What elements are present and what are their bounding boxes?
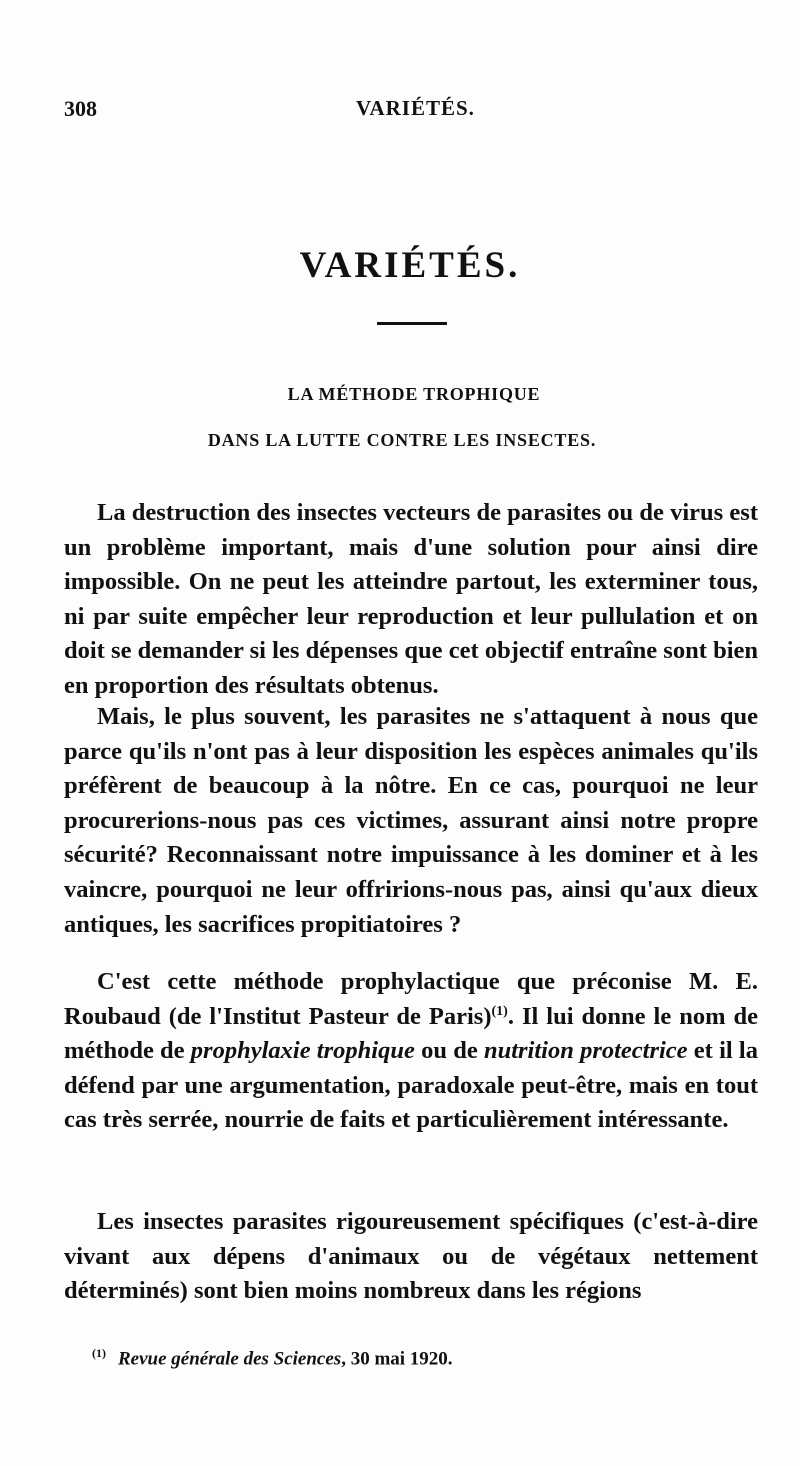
footnote-reference: (1)	[491, 1003, 508, 1019]
paragraph-3-text-b: . Il lui donne le nom de méthode de	[64, 1002, 758, 1065]
paragraph-3	[64, 965, 758, 1138]
paragraph-4: Les insectes parasites rigoureusement spécifiques (c'est-à-dire vivant aux dépens d'animaux ou de végétaux nettement déterminés) sont bien moins nombreux dans les régions	[64, 1208, 758, 1305]
footnote-journal: Revue générale des Sciences	[118, 1348, 342, 1370]
paragraph-3-text-c: ou de	[414, 1037, 484, 1065]
paragraph-2: Mais, le plus souvent, les parasites ne s'attaquent à nous que parce qu'ils n'ont pas à leur disposition les espèces animales qu'ils préfèrent de beaucoup à la nôtre. En ce cas, pourquoi ne leur procurerions-nous pas ces victimes, assurant ainsi notre propre sécurité? Reconnaissant notre impuissance à les dominer et à les vaincre, pourquoi ne leur offririons-nous pas, ainsi qu'aux dieux antiques, les sacrifices propitiatoires ?	[64, 703, 758, 938]
article-title-line-1: LA MÉTHODE TROPHIQUE	[287, 384, 541, 404]
title-rule	[377, 322, 447, 325]
running-head	[38, 96, 768, 126]
footnote	[92, 1346, 453, 1370]
term-prophylaxie-trophique: prophylaxie trophique	[190, 1037, 415, 1065]
term-nutrition-protectrice: nutrition protectrice	[483, 1037, 688, 1065]
page-number: 308	[64, 96, 97, 121]
section-title: VARIÉTÉS.	[299, 245, 521, 286]
running-head-title: VARIÉTÉS.	[356, 96, 475, 120]
article-title-line-2: DANS LA LUTTE CONTRE LES INSECTES.	[207, 430, 597, 450]
paragraph-3-text-a: C'est cette méthode prophylactique que préconise M. E. Roubaud (de l'Institut Pasteur de Paris)	[64, 968, 758, 1030]
footnote-date: , 30 mai 1920.	[341, 1348, 453, 1370]
paragraph-3-text-d: et il la défend par une argumentation, paradoxale peut-être, mais en tout cas très serrée, nourrie de faits et particulièrement intéressante.	[64, 1037, 758, 1134]
footnote-mark: (1)	[92, 1346, 106, 1360]
paragraph-1: La destruction des insectes vecteurs de parasites ou de virus est un problème important, mais d'une solution pour ainsi dire impossible. On ne peut les atteindre partout, les exterminer tous, ni par suite empêcher leur reproduction et leur pullulation et on doit se demander si les dépenses que cet objectif entraîne sont bien en proportion des résultats obtenus.	[64, 499, 758, 699]
